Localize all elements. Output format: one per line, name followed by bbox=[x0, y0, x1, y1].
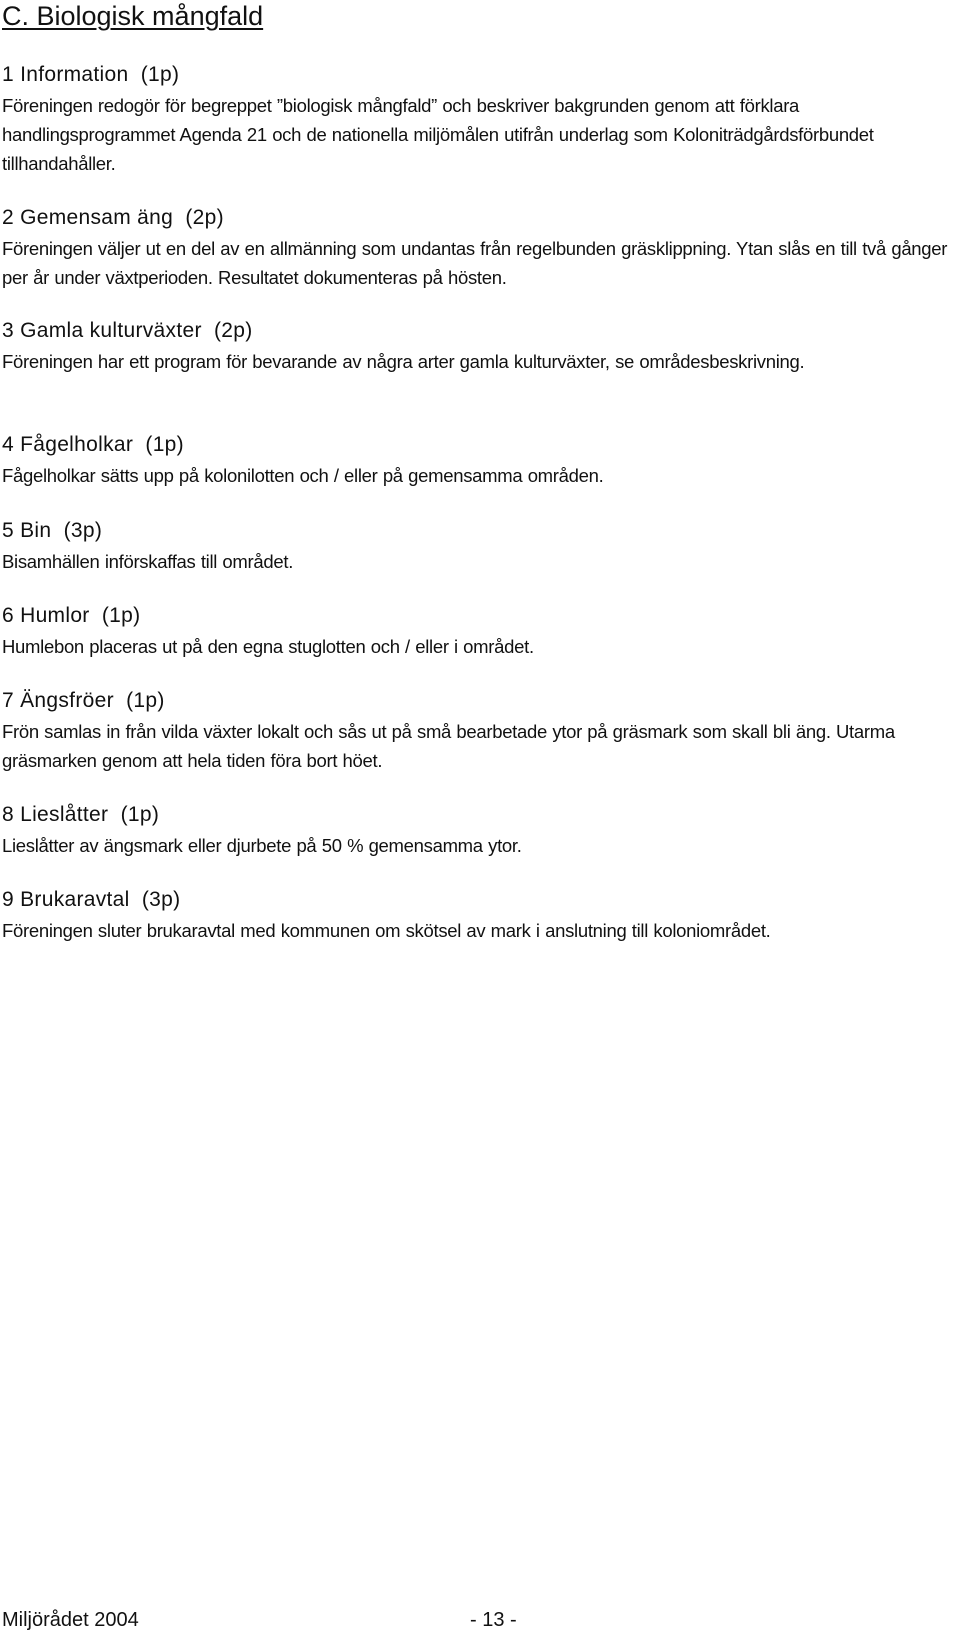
section-text: Humlebon placeras ut på den egna stuglotten och / eller i området. bbox=[2, 636, 534, 657]
section-heading: 1 Information (1p) bbox=[2, 63, 180, 86]
section-humlor bbox=[2, 603, 952, 661]
page-title: C. Biologisk mångfald bbox=[2, 1, 264, 31]
section-text: Fågelholkar sätts upp på kolonilotten och / eller på gemensamma områden. bbox=[2, 465, 604, 486]
section-lieslatter bbox=[2, 802, 952, 860]
section-brukaravtal bbox=[2, 887, 952, 945]
section-text: Föreningen sluter brukaravtal med kommunen om skötsel av mark i anslutning till koloniområdet. bbox=[2, 920, 771, 941]
section-text: Föreningen väljer ut en del av en allmänning som undantas från regelbunden gräsklippning. Ytan slås en till två gånger per år under växtperioden. Resultatet dokumenteras på hösten. bbox=[2, 238, 948, 288]
section-heading: 5 Bin (3p) bbox=[2, 519, 103, 542]
section-text: Bisamhällen införskaffas till området. bbox=[2, 551, 294, 572]
section-information bbox=[2, 62, 952, 178]
section-heading: 6 Humlor (1p) bbox=[2, 604, 141, 627]
section-heading: 9 Brukaravtal (3p) bbox=[2, 888, 181, 911]
section-bin bbox=[2, 518, 952, 576]
section-gamla-kulturvaxter bbox=[2, 318, 952, 376]
section-heading: 8 Lieslåtter (1p) bbox=[2, 803, 160, 826]
section-heading: 3 Gamla kulturväxter (2p) bbox=[2, 319, 253, 342]
section-text: Föreningen har ett program för bevarande av några arter gamla kulturväxter, se områdesbeskrivning. bbox=[2, 351, 805, 372]
section-text: Föreningen redogör för begreppet ”biologisk mångfald” och beskriver bakgrunden genom att förklara handlingsprogrammet Agenda 21 och de nationella miljömålen utifrån underlag som Koloniträdgårdsförbundet tillhandahåller. bbox=[2, 95, 874, 174]
section-text: Lieslåtter av ängsmark eller djurbete på 50 % gemensamma ytor. bbox=[2, 835, 522, 856]
section-text: Frön samlas in från vilda växter lokalt och sås ut på små bearbetade ytor på gräsmark som skall bli äng. Utarma gräsmarken genom att hela tiden föra bort höet. bbox=[2, 721, 895, 771]
section-heading: 7 Ängsfröer (1p) bbox=[2, 689, 165, 712]
section-heading: 4 Fågelholkar (1p) bbox=[2, 433, 184, 456]
footer-organization: Miljörådet 2004 bbox=[2, 1609, 139, 1631]
section-heading: 2 Gemensam äng (2p) bbox=[2, 206, 224, 229]
page-number: - 13 - bbox=[470, 1609, 517, 1631]
section-gemensam-ang bbox=[2, 205, 952, 292]
section-angsfroer bbox=[2, 688, 952, 775]
section-fagelholkar bbox=[2, 432, 952, 490]
